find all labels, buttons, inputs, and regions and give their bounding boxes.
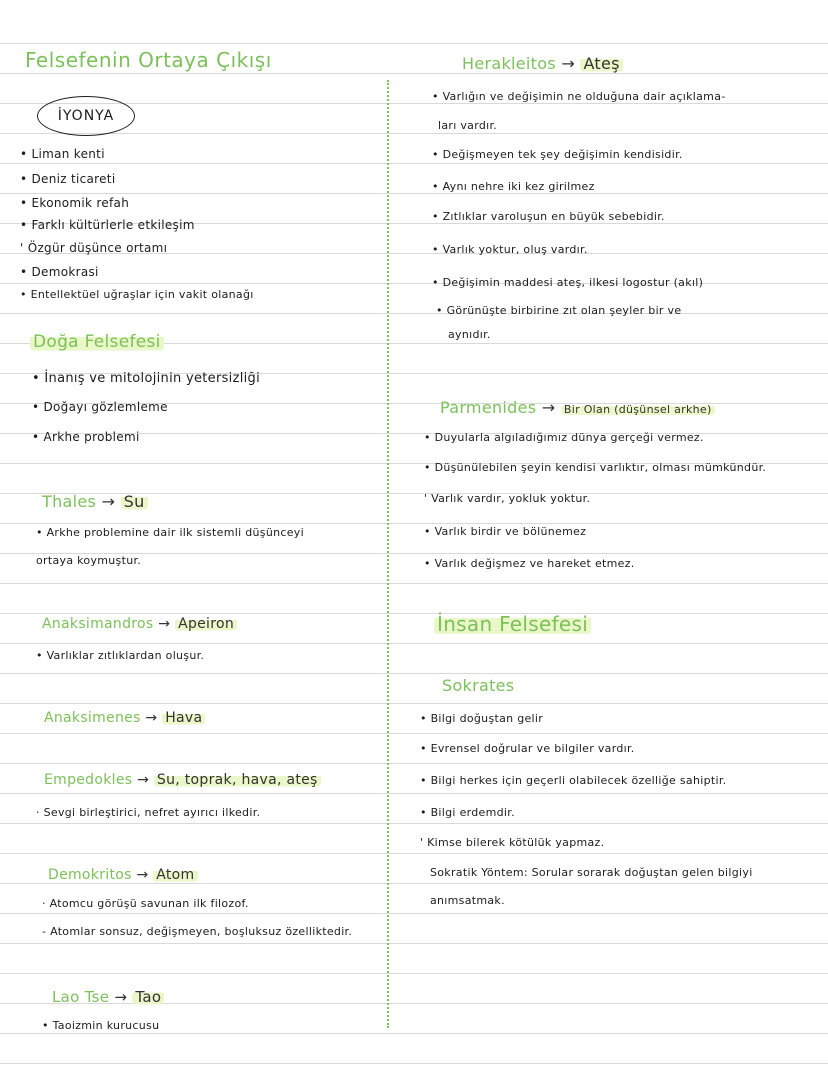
nature-item: • Arkhe problemi [32, 430, 140, 444]
socrates-method: Sokratik Yöntem: Sorular sorarak doğuştan gelen bilgiyi [430, 866, 753, 879]
heraclitus-line: • Varlık yoktur, oluş vardır. [432, 243, 588, 256]
heraclitus-line: • Değişimin maddesi ateş, ilkesi logostur (akıl) [432, 276, 704, 289]
heraclitus-line: ları vardır. [438, 119, 498, 132]
socrates-heading: Sokrates [442, 676, 515, 695]
nature-title: Doğa Felsefesi [30, 332, 164, 352]
ionia-item: • Farklı kültürlerle etkileşim [20, 218, 195, 232]
thales-line: ortaya koymuştur. [36, 554, 142, 567]
socrates-line: • Bilgi doğuştan gelir [420, 712, 544, 725]
heraclitus-heading: Herakleitos → Ateş [462, 54, 623, 73]
page-title: Felsefenin Ortaya Çıkışı [25, 48, 272, 72]
parmenides-line: ' Varlık vardır, yokluk yoktur. [424, 492, 591, 505]
heraclitus-line: • Değişmeyen tek şey değişimin kendisidir. [432, 148, 683, 161]
socrates-line: • Bilgi erdemdir. [420, 806, 515, 819]
laotse-heading: Lao Tse → Tao [52, 988, 164, 1006]
empedocles-heading: Empedokles → Su, toprak, hava, ateş [44, 772, 321, 788]
ionia-item: • Liman kenti [20, 147, 105, 161]
laotse-line: • Taoizmin kurucusu [42, 1019, 160, 1032]
parmenides-line: • Düşünülebilen şeyin kendisi varlıktır, olması mümkündür. [424, 461, 767, 474]
empedocles-line: · Sevgi birleştirici, nefret ayırıcı ilkedir. [36, 806, 261, 819]
heraclitus-line: • Zıtlıklar varoluşun en büyük sebebidir. [432, 210, 665, 223]
parmenides-line: • Varlık birdir ve bölünemez [424, 525, 587, 538]
ionia-item: • Demokrasi [20, 265, 99, 279]
anaximander-line: • Varlıklar zıtlıklardan oluşur. [36, 649, 205, 662]
ionia-label: İYONYA [57, 108, 115, 124]
democritus-line: · Atomcu görüşü savunan ilk filozof. [42, 897, 249, 910]
ionia-item: • Deniz ticareti [20, 172, 116, 186]
nature-item: • İnanış ve mitolojinin yetersizliği [32, 371, 260, 386]
socrates-line: ' Kimse bilerek kötülük yapmaz. [420, 836, 605, 849]
anaximander-heading: Anaksimandros → Apeiron [42, 616, 237, 632]
human-title: İnsan Felsefesi [434, 612, 591, 636]
democritus-heading: Demokritos → Atom [48, 867, 198, 883]
democritus-line: - Atomlar sonsuz, değişmeyen, boşluksuz özelliktedir. [42, 925, 353, 938]
parmenides-line: • Duyularla algıladığımız dünya gerçeği vermez. [424, 431, 704, 444]
heraclitus-line: • Varlığın ve değişimin ne olduğuna dair açıklama- [432, 90, 726, 103]
heraclitus-line: aynıdır. [448, 328, 491, 341]
parmenides-heading: Parmenides → Bir Olan (düşünsel arkhe) [440, 398, 715, 417]
thales-line: • Arkhe problemine dair ilk sistemli düşünceyi [36, 526, 304, 539]
parmenides-line: • Varlık değişmez ve hareket etmez. [424, 557, 635, 570]
column-divider [387, 80, 389, 1028]
anaximenes-heading: Anaksimenes → Hava [44, 710, 205, 726]
heraclitus-line: • Aynı nehre iki kez girilmez [432, 180, 595, 193]
ionia-item: • Entellektüel uğraşlar için vakit olanağı [20, 288, 254, 301]
socrates-line: • Bilgi herkes için geçerli olabilecek özelliğe sahiptir. [420, 774, 727, 787]
ionia-item: ' Özgür düşünce ortamı [20, 241, 168, 255]
socrates-line: • Evrensel doğrular ve bilgiler vardır. [420, 742, 635, 755]
thales-heading: Thales → Su [42, 492, 148, 511]
nature-item: • Doğayı gözlemleme [32, 400, 168, 414]
socrates-method: anımsatmak. [430, 894, 505, 907]
ionia-item: • Ekonomik refah [20, 196, 130, 210]
ionia-circle [37, 96, 135, 136]
heraclitus-line: • Görünüşte birbirine zıt olan şeyler bir ve [436, 304, 682, 317]
